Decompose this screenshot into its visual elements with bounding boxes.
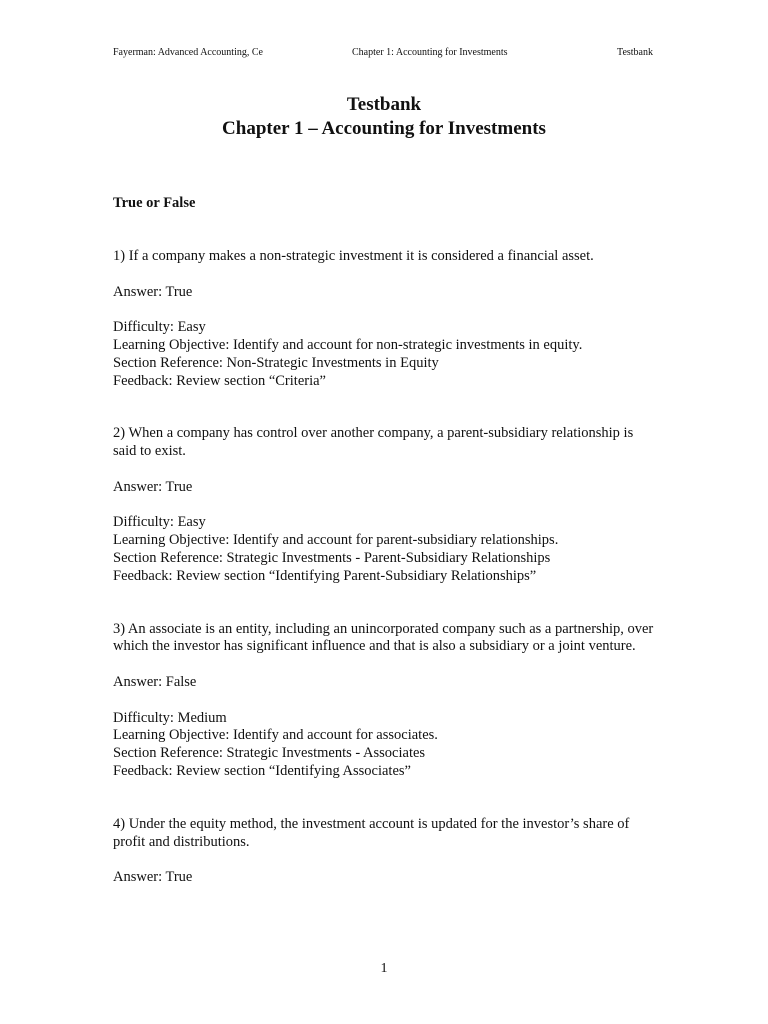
title-line-chapter: Chapter 1 – Accounting for Investments: [222, 118, 546, 139]
question-3: [113, 621, 658, 781]
page-number: 1: [380, 961, 388, 976]
header-book-title: Fayerman: Advanced Accounting, Ce: [113, 47, 263, 58]
question-feedback: Feedback: Review section “Identifying Parent-Subsidiary Relationships”: [113, 567, 537, 584]
question-text: 4) Under the equity method, the investment account is updated for the investor’s share of profit and distributions.: [113, 815, 630, 850]
section-heading: True or False: [113, 195, 196, 211]
question-feedback: Feedback: Review section “Identifying Associates”: [113, 762, 411, 779]
running-header: [113, 46, 653, 60]
question-metadata: [113, 514, 658, 585]
question-metadata: [113, 319, 658, 390]
question-difficulty: Difficulty: Medium: [113, 709, 227, 726]
question-learning-objective: Learning Objective: Identify and account for associates.: [113, 727, 438, 744]
question-4: [113, 816, 658, 887]
question-section-reference: Section Reference: Strategic Investments - Parent-Subsidiary Relationships: [113, 549, 551, 566]
question-text: 1) If a company makes a non-strategic investment it is considered a financial asset.: [113, 248, 594, 264]
question-text: 3) An associate is an entity, including an unincorporated company such as a partnership, over which the investor has significant influence and that is also a subsidiary or a joint venture.: [113, 620, 654, 655]
question-section-reference: Section Reference: Non-Strategic Investments in Equity: [113, 354, 439, 371]
question-feedback: Feedback: Review section “Criteria”: [113, 372, 326, 389]
document-title: [0, 93, 768, 141]
question-learning-objective: Learning Objective: Identify and account for parent-subsidiary relationships.: [113, 532, 559, 549]
header-chapter-title: Chapter 1: Accounting for Investments: [352, 47, 508, 58]
question-2: [113, 425, 658, 585]
question-section-reference: Section Reference: Strategic Investments - Associates: [113, 745, 426, 762]
question-answer: Answer: False: [113, 673, 197, 690]
question-answer: Answer: True: [113, 283, 193, 300]
question-difficulty: Difficulty: Easy: [113, 319, 206, 336]
title-line-testbank: Testbank: [346, 94, 422, 115]
question-learning-objective: Learning Objective: Identify and account for non-strategic investments in equity.: [113, 336, 583, 353]
header-document-type: Testbank: [617, 47, 653, 58]
question-list: [113, 248, 658, 922]
question-answer: Answer: True: [113, 869, 193, 886]
question-1: [113, 248, 658, 390]
question-metadata: [113, 710, 658, 781]
question-answer: Answer: True: [113, 478, 193, 495]
question-difficulty: Difficulty: Easy: [113, 514, 206, 531]
question-text: 2) When a company has control over another company, a parent-subsidiary relationship is said to exist.: [113, 425, 634, 460]
